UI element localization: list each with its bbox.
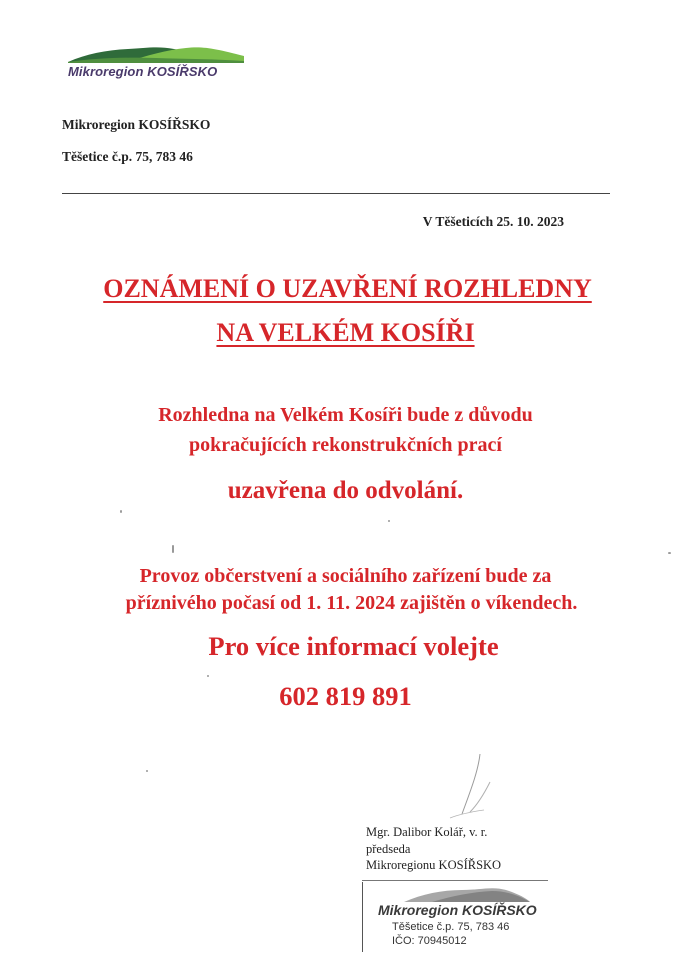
closed-notice: uzavřena do odvolání. [227,477,464,504]
paragraph1-line2: pokračujících rekonstrukčních prací [189,434,502,456]
date-line: V Těšeticích 25. 10. 2023 [422,214,564,229]
signatory-role: předseda [366,842,411,856]
stamp-hills-icon [402,882,532,904]
signatory-name: Mgr. Dalibor Kolář, v. r. [366,825,488,839]
signatory-organization: Mikroregionu KOSÍŘSKO [366,858,502,872]
phone-number: 602 819 891 [279,681,412,711]
stamp-border-left [362,882,363,952]
info-text: Pro více informací volejte [208,631,499,661]
scan-speck [668,552,671,554]
stamp-ico: IČO: 70945012 [392,935,467,947]
scan-speck [120,510,122,513]
official-stamp [362,876,552,954]
scan-speck [388,520,390,522]
announcement-title-line2: NA VELKÉM KOSÍŘI [216,318,475,347]
hills-logo-icon [66,40,246,66]
signature-stroke-icon [440,752,500,822]
stamp-border-top [362,880,548,881]
mikroregion-logo [66,40,246,84]
paragraph1-line1: Rozhledna na Velkém Kosíři bude z důvodu [158,404,533,426]
logo-text: Mikroregion KOSÍŘSKO [68,64,218,79]
stamp-address: Těšetice č.p. 75, 783 46 [392,921,510,933]
paragraph2-line2: příznivého počasí od 1. 11. 2024 zajištěn o víkendech. [125,592,578,614]
stamp-title: Mikroregion KOSÍŘSKO [378,902,537,918]
scan-speck [146,770,148,772]
header-divider [62,193,610,194]
scan-speck [172,545,174,553]
announcement-title-line1: OZNÁMENÍ O UZAVŘENÍ ROZHLEDNY [103,274,592,303]
paragraph2-line1: Provoz občerstvení a sociálního zařízení bude za [139,565,552,587]
sender-name: Mikroregion KOSÍŘSKO [62,117,211,132]
scan-speck [207,675,209,677]
sender-address: Těšetice č.p. 75, 783 46 [62,149,193,164]
